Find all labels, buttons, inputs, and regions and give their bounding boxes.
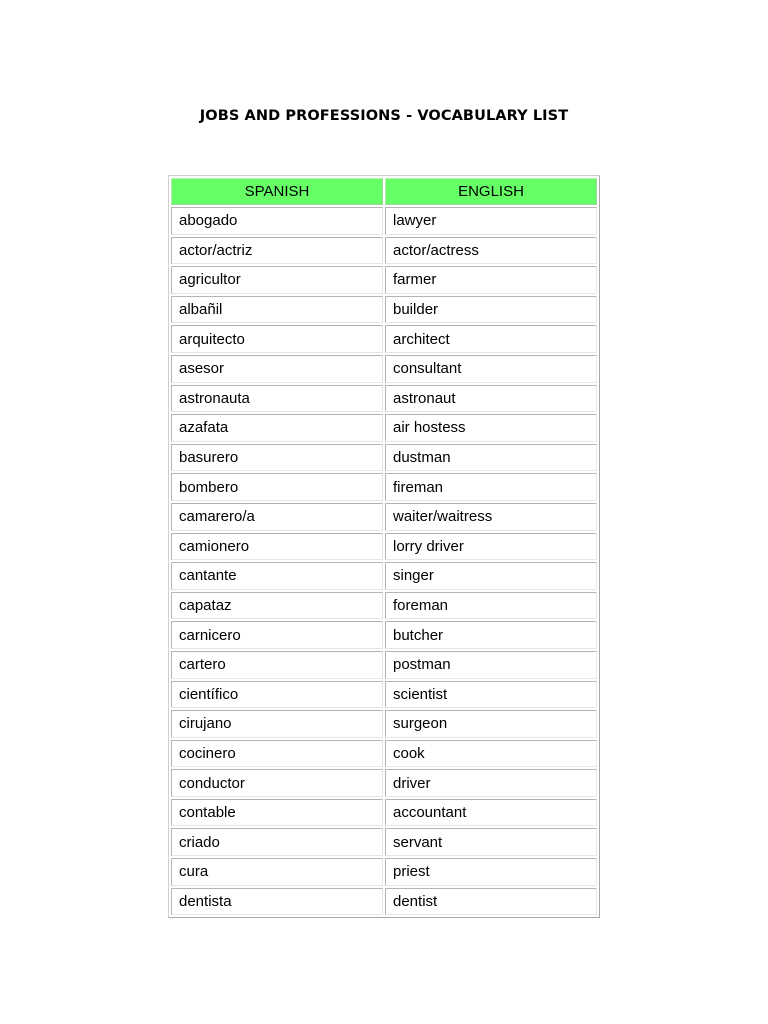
english-term: architect [385, 325, 597, 353]
spanish-term: contable [171, 799, 383, 827]
english-term: driver [385, 769, 597, 797]
table-row [171, 325, 597, 353]
spanish-term: conductor [171, 769, 383, 797]
english-term: foreman [385, 592, 597, 620]
table-row [171, 533, 597, 561]
table-row [171, 207, 597, 235]
spanish-term: cantante [171, 562, 383, 590]
spanish-term: cura [171, 858, 383, 886]
table-row [171, 355, 597, 383]
english-term: lorry driver [385, 533, 597, 561]
table-row [171, 237, 597, 265]
english-term: dentist [385, 888, 597, 916]
spanish-term: agricultor [171, 266, 383, 294]
table-row [171, 592, 597, 620]
vocabulary-table-body [171, 207, 597, 915]
column-header-spanish: SPANISH [171, 178, 383, 205]
spanish-term: dentista [171, 888, 383, 916]
english-term: singer [385, 562, 597, 590]
english-term: lawyer [385, 207, 597, 235]
column-header-english: ENGLISH [385, 178, 597, 205]
spanish-term: cocinero [171, 740, 383, 768]
english-term: farmer [385, 266, 597, 294]
english-term: fireman [385, 473, 597, 501]
table-row [171, 828, 597, 856]
english-term: actor/actress [385, 237, 597, 265]
spanish-term: bombero [171, 473, 383, 501]
table-row [171, 858, 597, 886]
english-term: butcher [385, 621, 597, 649]
table-header-row [171, 178, 597, 205]
spanish-term: astronauta [171, 385, 383, 413]
english-term: consultant [385, 355, 597, 383]
english-term: surgeon [385, 710, 597, 738]
table-row [171, 503, 597, 531]
english-term: scientist [385, 681, 597, 709]
english-term: dustman [385, 444, 597, 472]
table-row [171, 621, 597, 649]
spanish-term: azafata [171, 414, 383, 442]
table-row [171, 414, 597, 442]
spanish-term: científico [171, 681, 383, 709]
english-term: servant [385, 828, 597, 856]
spanish-term: camionero [171, 533, 383, 561]
table-row [171, 296, 597, 324]
spanish-term: criado [171, 828, 383, 856]
spanish-term: basurero [171, 444, 383, 472]
table-row [171, 385, 597, 413]
english-term: astronaut [385, 385, 597, 413]
spanish-term: cirujano [171, 710, 383, 738]
table-row [171, 444, 597, 472]
table-row [171, 266, 597, 294]
spanish-term: arquitecto [171, 325, 383, 353]
table-row [171, 681, 597, 709]
spanish-term: capataz [171, 592, 383, 620]
table-row [171, 710, 597, 738]
english-term: priest [385, 858, 597, 886]
spanish-term: camarero/a [171, 503, 383, 531]
table-row [171, 799, 597, 827]
table-row [171, 888, 597, 916]
spanish-term: carnicero [171, 621, 383, 649]
spanish-term: abogado [171, 207, 383, 235]
english-term: cook [385, 740, 597, 768]
english-term: postman [385, 651, 597, 679]
english-term: waiter/waitress [385, 503, 597, 531]
english-term: builder [385, 296, 597, 324]
table-row [171, 473, 597, 501]
table-row [171, 562, 597, 590]
spanish-term: albañil [171, 296, 383, 324]
english-term: air hostess [385, 414, 597, 442]
table-row [171, 651, 597, 679]
table-row [171, 740, 597, 768]
vocabulary-table [168, 175, 600, 918]
table-row [171, 769, 597, 797]
spanish-term: actor/actriz [171, 237, 383, 265]
spanish-term: asesor [171, 355, 383, 383]
english-term: accountant [385, 799, 597, 827]
spanish-term: cartero [171, 651, 383, 679]
page-title: JOBS AND PROFESSIONS - VOCABULARY LIST [199, 108, 569, 124]
